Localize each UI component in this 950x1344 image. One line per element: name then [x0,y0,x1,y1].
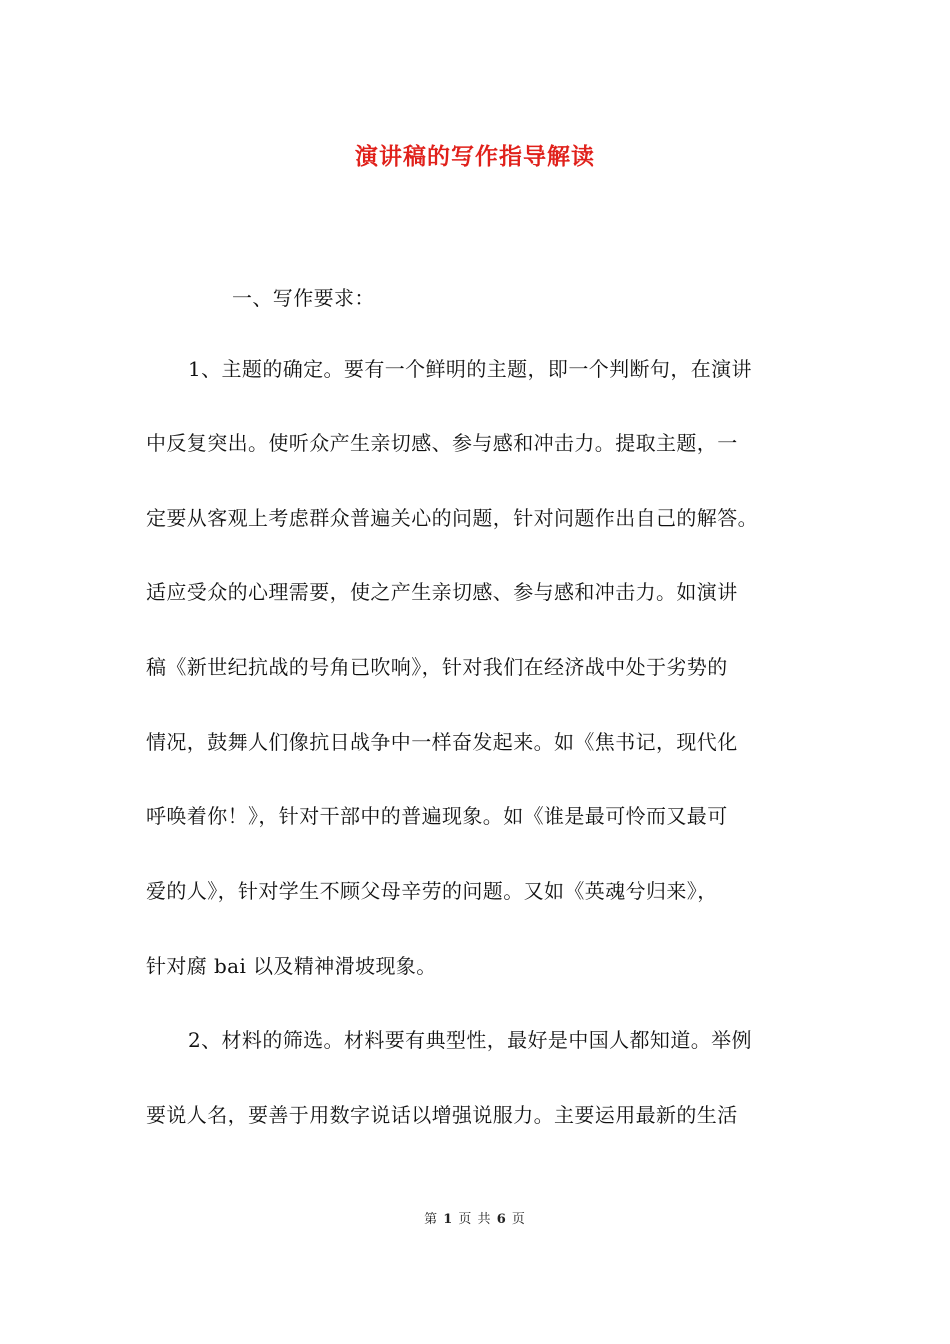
footer-page-total: 6 [496,1212,507,1227]
footer-page-number: 1 [443,1212,454,1227]
document-title: 演讲稿的写作指导解读 [355,143,595,170]
paragraph-line: 2、材料的筛选。材料要有典型性，最好是中国人都知道。举例 [188,1028,752,1052]
paragraph-line: 适应受众的心理需要，使之产生亲切感、参与感和冲击力。如演讲 [146,580,738,604]
footer-suffix: 页 [511,1212,526,1227]
section-heading: 一、写作要求： [232,286,375,310]
paragraph-line: 中反复突出。使听众产生亲切感、参与感和冲击力。提取主题，一 [146,431,738,455]
footer-prefix: 第 [424,1212,439,1227]
paragraph-line: 1、主题的确定。要有一个鲜明的主题，即一个判断句，在演讲 [188,357,752,381]
paragraph-line: 呼唤着你！》，针对干部中的普遍现象。如《谁是最可怜而又最可 [146,804,728,828]
paragraph-line: 要说人名，要善于用数字说话以增强说服力。主要运用最新的生活 [146,1103,738,1127]
paragraph-line: 稿《新世纪抗战的号角已吹响》，针对我们在经济战中处于劣势的 [146,655,728,679]
paragraph-line: 爱的人》，针对学生不顾父母辛劳的问题。又如《英魂兮归来》， [146,879,718,903]
page-footer [0,1208,950,1227]
paragraph-line: 定要从客观上考虑群众普遍关心的问题，针对问题作出自己的解答。 [146,506,758,530]
paragraph-line: 针对腐 bai 以及精神滑坡现象。 [146,954,437,978]
footer-middle: 页 共 [458,1212,492,1227]
paragraph-line: 情况，鼓舞人们像抗日战争中一样奋发起来。如《焦书记，现代化 [146,730,738,754]
